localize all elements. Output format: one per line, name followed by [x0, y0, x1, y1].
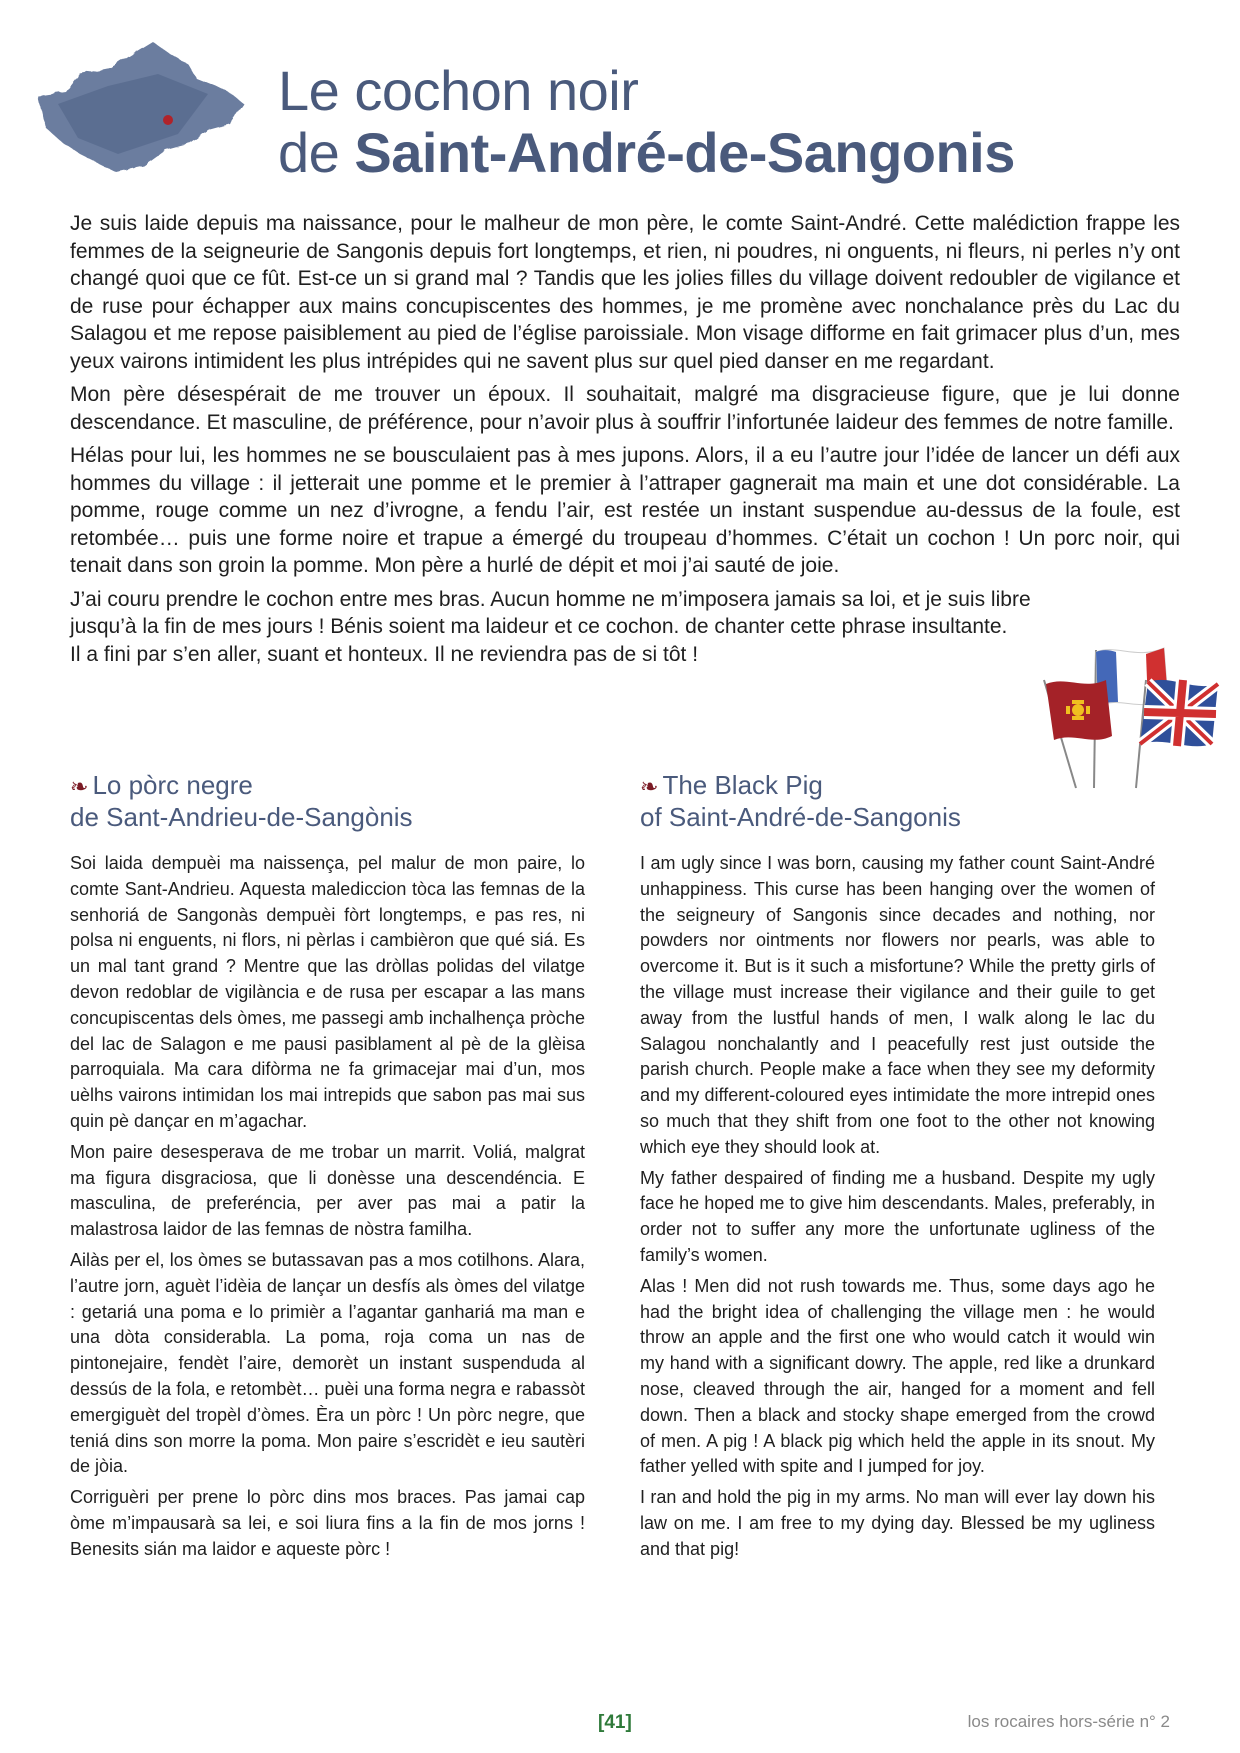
- title-place: Saint-André-de-Sangonis: [354, 121, 1015, 184]
- flags-icon: [1036, 640, 1220, 790]
- paragraph: I ran and hold the pig in my arms. No man will ever lay down his law on me. I am free to my dying day. Blessed be my ugliness and that pig!: [640, 1487, 1155, 1559]
- paragraph: Corriguèri per prene lo pòrc dins mos braces. Pas jamai cap òme m’impausarà sa lei, e soi liura fins a la fin de mos jorns ! Benesits sián ma laidor e aqueste pòrc !: [70, 1487, 585, 1559]
- paragraph: My father despaired of finding me a husband. Despite my ugly face he hoped me to give him descendants. Males, preferably, in order not to suffer any more the unfortunate ugliness of the family’s women.: [640, 1167, 1155, 1265]
- french-text: [70, 210, 1180, 674]
- heart-bullet-icon: ❧: [70, 774, 89, 799]
- paragraph: Ailàs per el, los òmes se butassavan pas a mos cotilhons. Alara, l’autre jorn, aguèt l’idèia de lançar un desfís als òmes del vilatge : getariá una poma e lo primièr a l’agantar ganhariá ma man e una dòta considerabla. La poma, roja coma un nas de pintonejaire, fendèt l’aire, demorèt un instant suspenduda al dessús de la fola, e retombèt… puèi una forma negra e rabassòt emergiguèt del tropèl d’òmes. Èra un pòrc ! Un pòrc negre, que teniá dins son morre la poma. Mon paire s’escridèt e ieu sautèri de jòia.: [70, 1249, 585, 1477]
- paragraph: Alas ! Men did not rush towards me. Thus, some days ago he had the bright idea of challenging the village men : he would throw an apple and the first one who would catch it would win my hand with a significant dowry. The apple, red like a drunkard nose, cleaved through the air, hanged for a moment and fell down. Then a black and stocky shape emerged from the crowd of men. A pig ! A black pig which held the apple in its snout. My father yelled with spite and I jumped for joy.: [640, 1275, 1155, 1477]
- page-title: Le cochon noir de Saint-André-de-Sangonis: [278, 59, 1015, 184]
- paragraph: Mon paire desesperava de me trobar un marrit. Voliá, malgrat ma figura disgraciosa, que li donèsse una descendéncia. E masculina, de preferéncia, per aver pas mai a patir la malastrosa laidor de las femnas de nòstra familha.: [70, 1141, 585, 1240]
- english-heading: ❧ The Black Pig of Saint-André-de-Sangonis: [640, 770, 961, 832]
- heart-bullet-icon: ❧: [640, 774, 659, 799]
- location-dot-icon: [163, 115, 173, 125]
- paragraph: Soi laida dempuèi ma naissença, pel malur de mon paire, lo comte Sant-Andrieu. Aquesta malediccion tòca las femnas de la senhoriá de Sangonàs dempuèi fòrt longtemps, e pas res, ni polsa ni enguents, ni flors, ni pèrlas i cambièron que qué siá. Es un mal tant grand ? Mentre que las dròllas polidas del vilatge devon redoblar de vigilància e de rusa per escapar a las mans concupiscentas dels òmes, me passegi amb inchalhença pròche del lac de Salagon e me pausi pasiblament al pè de la glèisa parroquiala. Ma cara difòrma ne fa grimacejar mai d’un, mos uèlhs vairons intimidan los mai intrepids que sabon pas mai sus quin pè dançar en m’agachar.: [70, 853, 585, 1131]
- paragraph: Hélas pour lui, les hommes ne se bousculaient pas à mes jupons. Alors, il a eu l’autre jour l’idée de lancer un défi aux hommes du village : il jetterait une pomme et le premier à l’attraper gagnerait ma main et une dot considérable. La pomme, rouge comme un nez d’ivrogne, a fendu l’air, est restée un instant suspendue au-dessus de la foule, est retombée… puis une forme noire et trapue a émergé du troupeau d’hommes. C’était un cochon ! Un porc noir, qui tenait dans son groin la pomme. Mon père a hurlé de dépit et moi j’ai sauté de joie.: [70, 444, 1180, 577]
- english-column: [640, 770, 1155, 1568]
- paragraph: Mon père désespérait de me trouver un époux. Il souhaitait, malgré ma disgracieuse figure, que je lui donne descendance. Et masculine, de préférence, pour n’avoir plus à souffrir l’infortunée laideur des femmes de notre famille.: [70, 383, 1180, 434]
- occitan-column: [70, 770, 585, 1568]
- magazine-name: los rocaires hors-série n° 2: [967, 1712, 1170, 1731]
- paragraph: Je suis laide depuis ma naissance, pour le malheur de mon père, le comte Saint-André. Cette malédiction frappe les femmes de la seigneurie de Sangonis depuis fort longtemps, et rien, ni poudres, ni onguents, ni fleurs, ni perles n’y ont changé quoi que ce fût. Est-ce un si grand mal ? Tandis que les jolies filles du village doivent redoubler de vigilance et de ruse pour échapper aux mains concupiscentes des hommes, je me promène avec nonchalance près du Lac du Salagou et me repose paisiblement au pied de l’église paroissiale. Mon visage difforme en fait grimacer plus d’un, mes yeux vairons intimident les plus intrépides qui ne savent plus sur quel pied danser en me regardant.: [70, 212, 1180, 373]
- paragraph: J’ai couru prendre le cochon entre mes bras. Aucun homme ne m’imposera jamais sa loi, et je suis libre jusqu’à la fin de mes jours ! Bénis soient ma laideur et ce cochon. de chanter cette phrase insultante. Il a fini par s’en aller, suant et honteux. Il ne reviendra pas de si tôt !: [70, 587, 1031, 666]
- herault-map-icon: [18, 34, 248, 174]
- paragraph: I am ugly since I was born, causing my father count Saint-André unhappiness. This curse has been hanging over the women of the seigneury of Sangonis since decades and nothing, nor powders nor ointments nor flowers nor pearls, was able to overcome it. But is it such a misfortune? While the pretty girls of the village must increase their vigilance and their guile to get away from the lustful hands of men, I walk along le lac du Salagou nonchalantly and I peacefully rest just outside the parish church. People make a face when they see my deformity and my different-coloured eyes intimidate the more intrepid ones so much that they shift from one foot to the other not knowing which eye they should look at.: [640, 853, 1155, 1157]
- page-number: [41]: [598, 1712, 632, 1733]
- occitan-heading: ❧ Lo pòrc negre de Sant-Andrieu-de-Sangònis: [70, 770, 413, 832]
